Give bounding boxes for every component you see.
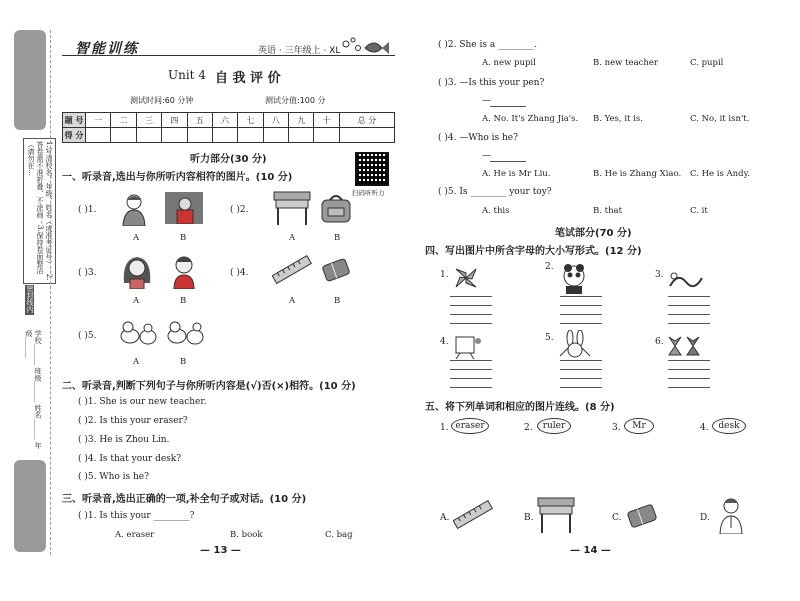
qr-caption: 扫码听听力 xyxy=(352,189,385,197)
s3-q4: ( )4. —Who is he? xyxy=(438,133,518,143)
word-bubble[interactable]: eraser xyxy=(451,418,489,434)
section4-title: 四、写出图片中所含字母的大小写形式。(12 分) xyxy=(425,246,642,257)
panda-letters-icon xyxy=(556,262,592,294)
table-cell: 四 xyxy=(162,113,187,128)
table-cell: 十 xyxy=(314,113,339,128)
word-bubble[interactable]: ruler xyxy=(537,418,571,434)
score-table-header-row xyxy=(63,113,395,128)
pinwheel-letters-icon xyxy=(452,265,480,291)
ruler-icon xyxy=(272,255,312,285)
eraser-icon[interactable] xyxy=(625,502,659,530)
write-line[interactable] xyxy=(450,369,492,370)
snake-letters-icon xyxy=(668,268,704,292)
test-score: 测试分值:100 分 xyxy=(265,96,326,105)
book-label: 英语 · 三年级上 · XL xyxy=(258,46,341,56)
qr-code[interactable] xyxy=(355,152,389,186)
s2-item: ( )2. Is this your eraser? xyxy=(78,416,188,426)
section3-title: 三、听录音,选出正确的一项,补全句子或对话。(10 分) xyxy=(62,494,307,505)
page-number-right: — 14 — xyxy=(570,545,611,556)
option-a-label: A xyxy=(289,296,296,306)
score-cell[interactable] xyxy=(289,128,314,143)
write-line[interactable] xyxy=(560,296,602,297)
s4-num: 4. xyxy=(440,337,449,347)
word-bubble[interactable]: desk xyxy=(712,418,746,434)
write-line[interactable] xyxy=(450,323,492,324)
s5-word-num: 2. xyxy=(524,423,533,433)
answer-blank[interactable] xyxy=(490,106,526,107)
s3-q1-option: A. eraser xyxy=(115,530,155,540)
s5-word-num: 4. xyxy=(700,423,709,433)
s3-q1: ( )1. Is this your ________? xyxy=(78,511,195,521)
word-bubble[interactable]: Mr xyxy=(624,418,654,434)
option-b-label: B xyxy=(334,296,341,306)
binding-strip xyxy=(14,30,53,552)
s4-num: 5. xyxy=(545,333,554,343)
s5-pic-label: A. xyxy=(440,513,450,523)
score-cell[interactable] xyxy=(212,128,237,143)
s3-q3-option: B. Yes, it is. xyxy=(593,114,643,124)
write-line[interactable] xyxy=(450,305,492,306)
write-line[interactable] xyxy=(668,305,710,306)
written-title: 笔试部分(70 分) xyxy=(555,228,632,239)
s4-num: 1. xyxy=(440,270,449,280)
write-line[interactable] xyxy=(560,323,602,324)
s3-q1-option: C. bag xyxy=(325,530,353,540)
table-cell: 八 xyxy=(263,113,288,128)
s3-q4-dash: — xyxy=(482,151,491,161)
table-cell: 七 xyxy=(238,113,263,128)
option-a-label: A xyxy=(133,357,140,367)
binding-strip-bottom xyxy=(14,460,46,552)
score-table xyxy=(62,112,395,143)
s5-word-num: 1. xyxy=(440,423,449,433)
option-b-label: B xyxy=(180,233,187,243)
answer-blank[interactable] xyxy=(490,161,526,162)
score-cell[interactable] xyxy=(111,128,136,143)
table-cell: 九 xyxy=(289,113,314,128)
s3-q4-option: B. He is Zhang Xiao. xyxy=(593,169,682,179)
write-line[interactable] xyxy=(560,378,602,379)
unit-title-zh: 自 我 评 价 xyxy=(215,71,281,86)
easel-letters-icon xyxy=(452,333,482,359)
write-line[interactable] xyxy=(668,360,710,361)
section2-title: 二、听录音,判断下列句子与你所听内容是(√)否(×)相符。(10 分) xyxy=(62,381,356,392)
desk-icon xyxy=(272,190,312,226)
score-cell[interactable] xyxy=(86,128,111,143)
section1-title: 一、听录音,选出与你所听内容相符的图片。(10 分) xyxy=(62,172,293,183)
binding-strip-top xyxy=(14,30,46,130)
option-b-label: B xyxy=(180,357,187,367)
s3-q5-option: C. it xyxy=(690,206,708,216)
write-line[interactable] xyxy=(668,296,710,297)
s3-q5-option: B. that xyxy=(593,206,623,216)
score-cell[interactable] xyxy=(162,128,187,143)
s3-q5-option: A. this xyxy=(482,206,510,216)
s3-q5: ( )5. Is ________ your toy? xyxy=(438,187,552,197)
option-a-label: A xyxy=(133,296,140,306)
s3-q4-option: A. He is Mr Liu. xyxy=(482,169,551,179)
girl-icon xyxy=(120,253,154,289)
table-cell: 一 xyxy=(86,113,111,128)
s1-q3: ( )3. xyxy=(78,268,97,278)
score-cell[interactable] xyxy=(339,128,394,143)
s2-item: ( )3. He is Zhou Lin. xyxy=(78,435,170,445)
table-cell: 题 号 xyxy=(63,113,86,128)
s1-q1: ( )1. xyxy=(78,205,97,215)
animals-icon xyxy=(165,318,205,348)
board-teacher-icon xyxy=(165,192,203,224)
write-line[interactable] xyxy=(560,387,602,388)
s1-q5: ( )5. xyxy=(78,331,97,341)
write-line[interactable] xyxy=(668,387,710,388)
s1-q2: ( )2. xyxy=(230,205,249,215)
s5-word-num: 3. xyxy=(612,423,621,433)
write-line[interactable] xyxy=(560,314,602,315)
table-cell: 总 分 xyxy=(339,113,394,128)
s3-q2: ( )2. She is a ________. xyxy=(438,40,537,50)
write-line[interactable] xyxy=(450,378,492,379)
table-cell: 五 xyxy=(187,113,212,128)
score-table-score-row xyxy=(63,128,395,143)
schoolbag-icon xyxy=(318,192,354,224)
eraser-icon xyxy=(320,256,352,284)
rabbit-letters-icon xyxy=(558,330,592,358)
seal-label: 密封线内 xyxy=(26,285,34,313)
s5-pic-label: D. xyxy=(700,513,710,523)
page-number-left: — 13 — xyxy=(200,545,241,556)
boy-icon xyxy=(168,253,200,289)
animals-icon xyxy=(118,318,158,348)
desk-icon[interactable] xyxy=(536,496,576,534)
s3-q2-option: A. new pupil xyxy=(482,58,536,68)
s2-item: ( )5. Who is he? xyxy=(78,472,149,482)
listening-title: 听力部分(30 分) xyxy=(190,154,267,165)
write-line[interactable] xyxy=(668,323,710,324)
table-cell: 三 xyxy=(136,113,161,128)
s4-num: 6. xyxy=(655,337,664,347)
s3-q2-option: C. pupil xyxy=(690,58,724,68)
s4-num: 3. xyxy=(655,270,664,280)
man-icon[interactable] xyxy=(716,496,746,534)
butterflies-letters-icon xyxy=(667,333,703,359)
write-line[interactable] xyxy=(560,305,602,306)
ruler-icon[interactable] xyxy=(453,498,493,532)
write-line[interactable] xyxy=(450,296,492,297)
s3-q3: ( )3. —Is this your pen? xyxy=(438,78,545,88)
write-line[interactable] xyxy=(668,314,710,315)
s2-item: ( )1. She is our new teacher. xyxy=(78,397,207,407)
write-line[interactable] xyxy=(560,360,602,361)
table-cell: 六 xyxy=(212,113,237,128)
s3-q3-option: A. No. It's Zhang Jia's. xyxy=(482,114,579,124)
s1-q4: ( )4. xyxy=(230,268,249,278)
test-time: 测试时间:60 分钟 xyxy=(130,96,194,105)
fish-icon xyxy=(340,36,390,58)
s3-q4-option: C. He is Andy. xyxy=(690,169,750,179)
unit-title-en: Unit 4 xyxy=(168,68,206,82)
write-line[interactable] xyxy=(560,369,602,370)
score-cell[interactable] xyxy=(263,128,288,143)
notice-box: 1.写清校名、年级、姓名（或准考证号）；2.答卷需不准折叠、不涂画；3.保持卷面整洁（请勿在… xyxy=(23,138,56,284)
option-b-label: B xyxy=(180,296,187,306)
s3-q1-option: B. book xyxy=(230,530,263,540)
write-line[interactable] xyxy=(450,360,492,361)
s2-item: ( )4. Is that your desk? xyxy=(78,454,182,464)
teacher-icon xyxy=(118,192,150,226)
s5-pic-label: B. xyxy=(524,513,534,523)
section5-title: 五、将下列单词和相应的图片连线。(8 分) xyxy=(425,402,615,413)
option-a-label: A xyxy=(133,233,140,243)
score-cell[interactable] xyxy=(314,128,339,143)
s3-q3-option: C. No, it isn't. xyxy=(690,114,750,124)
brand-title: 智能训练 xyxy=(75,41,139,57)
table-cell: 得 分 xyxy=(63,128,86,143)
option-a-label: A xyxy=(289,233,296,243)
table-cell: 二 xyxy=(111,113,136,128)
student-fields: 学校______ 班级______ 姓名______ 年级______ xyxy=(25,330,42,449)
s4-num: 2. xyxy=(545,262,554,272)
s5-pic-label: C. xyxy=(612,513,622,523)
score-cell[interactable] xyxy=(238,128,263,143)
write-line[interactable] xyxy=(450,314,492,315)
option-b-label: B xyxy=(334,233,341,243)
s3-q2-option: B. new teacher xyxy=(593,58,658,68)
s3-q3-dash: — xyxy=(482,96,491,106)
score-cell[interactable] xyxy=(187,128,212,143)
write-line[interactable] xyxy=(668,369,710,370)
score-cell[interactable] xyxy=(136,128,161,143)
write-line[interactable] xyxy=(450,387,492,388)
write-line[interactable] xyxy=(668,378,710,379)
seal-dashed-line xyxy=(50,30,51,555)
